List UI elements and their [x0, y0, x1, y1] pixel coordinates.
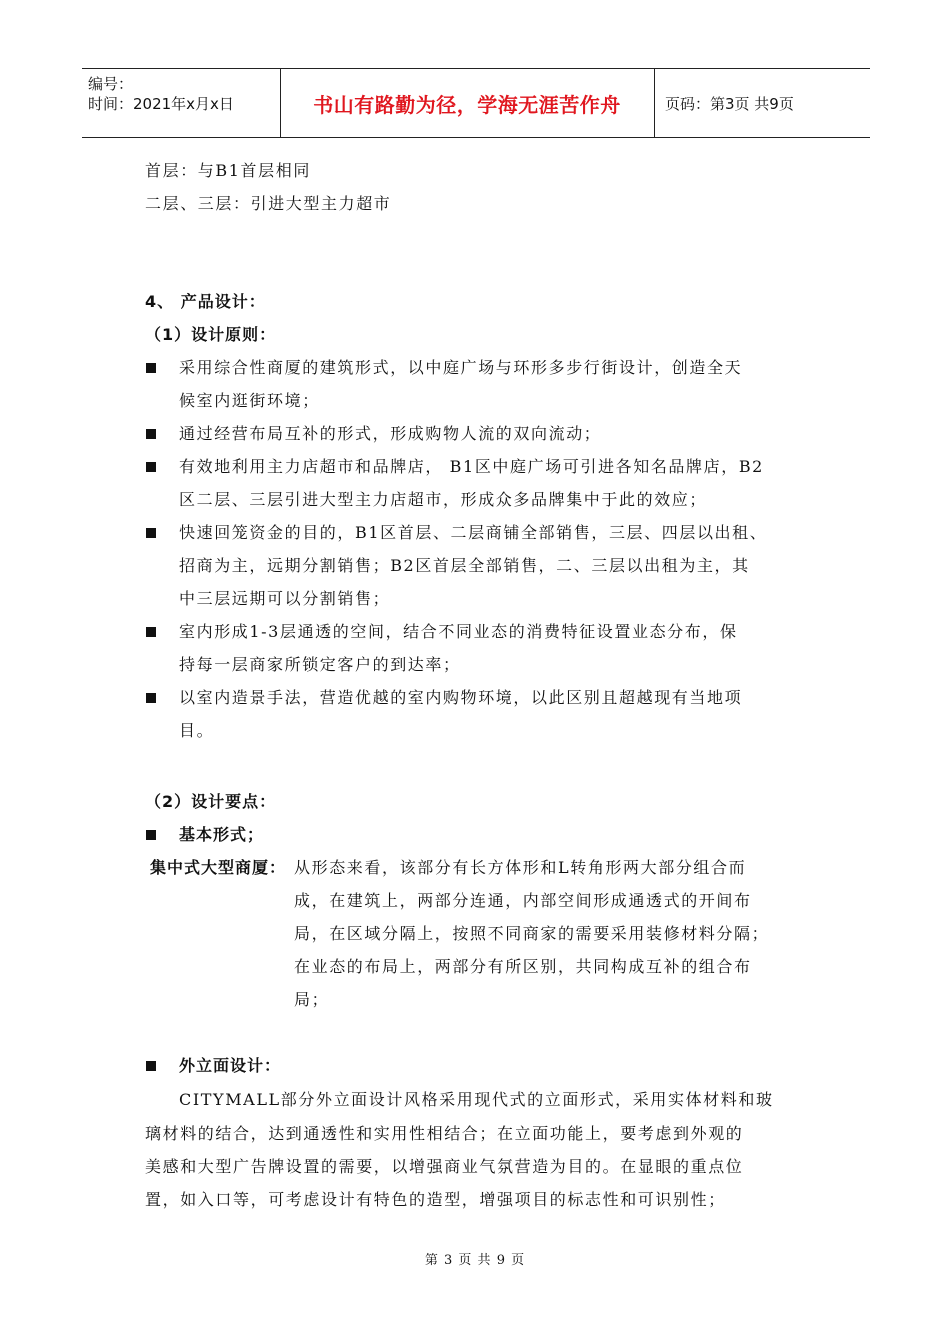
page-header: [82, 68, 870, 138]
bullet-square-icon: [146, 693, 156, 703]
bullet-1-line-2: 候室内逛街环境；: [179, 391, 320, 410]
motto: 书山有路勤为径，学海无涯苦作舟: [313, 92, 621, 117]
date-line: 时间：2021年x月x日: [88, 95, 234, 113]
concentrated-line-5: 局；: [294, 990, 330, 1009]
header-motto-cell: [280, 69, 655, 137]
bullet-square-icon: [146, 627, 156, 637]
bullet-2-line-1: 通过经营布局互补的形式，形成购物人流的双向流动；: [179, 424, 602, 443]
bullet-5-line-1: 室内形成1-3层通透的空间，结合不同业态的消费特征设置业态分布，保: [179, 622, 738, 641]
bullet-5-line-2: 持每一层商家所锁定客户的到达率；: [179, 655, 461, 674]
bullet-1-line-1: 采用综合性商厦的建筑形式，以中庭广场与环形多步行街设计，创造全天: [179, 358, 743, 377]
concentrated-line-1: 从形态来看，该部分有长方体形和L转角形两大部分组合而: [294, 858, 747, 877]
concentrated-line-2: 成，在建筑上，两部分连通，内部空间形成通透式的开间布: [294, 891, 752, 910]
bullet-4-line-2: 招商为主，远期分割销售；B2区首层全部销售，二、三层以出租为主，其: [179, 556, 750, 575]
page-footer: 第 3 页 共 9 页: [424, 1253, 526, 1268]
intro-line-1: 首层：与B1首层相同: [145, 161, 311, 180]
serial-label: 编号：: [88, 75, 134, 93]
design-principles-heading: （1）设计原则：: [145, 325, 277, 344]
bullet-square-icon: [146, 1061, 156, 1071]
concentrated-mall-label: 集中式大型商厦：: [150, 858, 287, 877]
facade-line-3: 美感和大型广告牌设置的需要，以增强商业气氛营造为目的。在显眼的重点位: [145, 1157, 744, 1176]
header-meta-cell: [82, 69, 281, 137]
facade-line-1: CITYMALL部分外立面设计风格采用现代式的立面形式，采用实体材料和玻: [179, 1090, 774, 1109]
bullet-4-line-1: 快速回笼资金的目的，B1区首层、二层商铺全部销售，三层、四层以出租、: [179, 523, 768, 542]
bullet-6-line-1: 以室内造景手法，营造优越的室内购物环境，以此区别且超越现有当地项: [179, 688, 743, 707]
concentrated-line-4: 在业态的布局上，两部分有所区别，共同构成互补的组合布: [294, 957, 752, 976]
bullet-square-icon: [146, 528, 156, 538]
header-page-cell: [655, 69, 870, 137]
bullet-3-line-2: 区二层、三层引进大型主力店超市，形成众多品牌集中于此的效应；: [179, 490, 708, 509]
design-points-heading: （2）设计要点：: [145, 792, 277, 811]
bullet-3-line-1: 有效地利用主力店超市和品牌店， B1区中庭广场可引进各知名品牌店，B2: [179, 457, 764, 476]
facade-heading: 外立面设计：: [179, 1056, 282, 1075]
bullet-square-icon: [146, 429, 156, 439]
page-info: 页码：第3页 共9页: [665, 94, 794, 113]
concentrated-line-3: 局，在区域分隔上，按照不同商家的需要采用装修材料分隔；: [294, 924, 770, 943]
intro-line-2: 二层、三层：引进大型主力超市: [145, 194, 392, 213]
basic-form-heading: 基本形式；: [179, 825, 265, 844]
facade-line-2: 璃材料的结合，达到通透性和实用性相结合；在立面功能上，要考虑到外观的: [145, 1124, 744, 1143]
bullet-square-icon: [146, 462, 156, 472]
bullet-4-line-3: 中三层远期可以分割销售；: [179, 589, 391, 608]
bullet-square-icon: [146, 363, 156, 373]
facade-line-4: 置，如入口等，可考虑设计有特色的造型，增强项目的标志性和可识别性；: [145, 1190, 726, 1209]
bullet-6-line-2: 目。: [179, 721, 215, 740]
section-heading: 4、 产品设计：: [145, 292, 266, 311]
bullet-square-icon: [146, 830, 156, 840]
